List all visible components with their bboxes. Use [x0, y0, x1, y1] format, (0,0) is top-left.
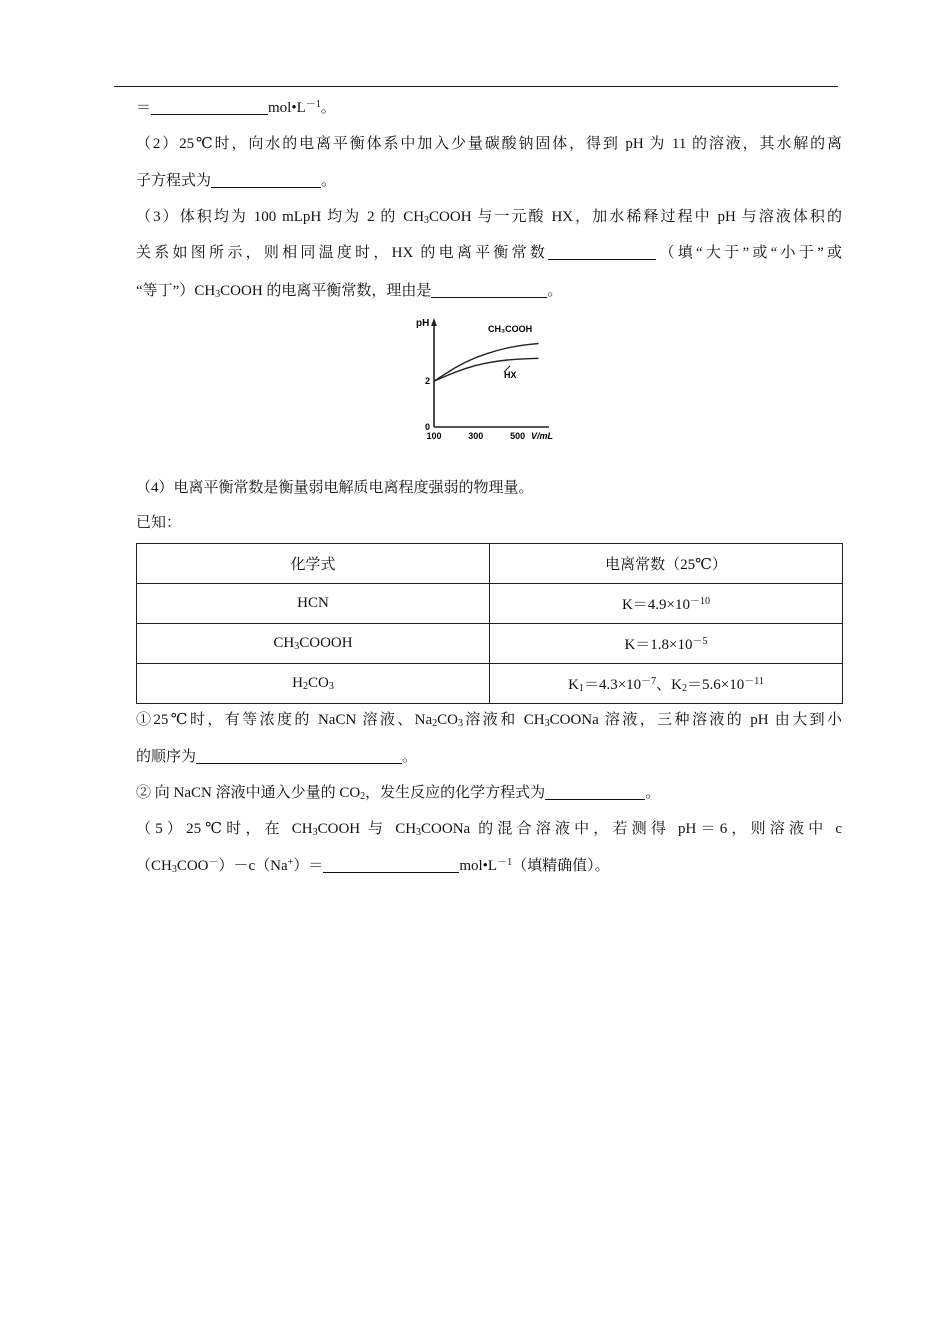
table-row: [137, 584, 843, 624]
x-tick-label: 100: [426, 431, 442, 441]
hx-legend-label: HX: [504, 370, 517, 380]
q3-line-3: “等丁$”)CH_3COOH$ 的电离平衡常数，理由是 。: [136, 283, 563, 300]
q1-answer-line: ＝ $mol•L^{-1}$。: [136, 99, 336, 116]
y-tick-label: 2: [425, 376, 431, 387]
answer-blank[interactable]: [545, 785, 645, 800]
q2-line-2: 子方程式为 。: [136, 173, 337, 189]
q2-line-1: （2）25℃时，向水的电离平衡体系中加入少量碳酸钠固体，得到 pH 为 11 的溶液，其水解的离: [136, 136, 842, 152]
constant-cell: $K=4.9\times 10^{-10}$: [490, 584, 843, 624]
hx-curve: [434, 358, 539, 381]
q4-intro: （4）电离平衡常数是衡量弱电解质电离程度强弱的物理量。: [136, 480, 534, 496]
known-label: 已知：: [136, 515, 182, 531]
table-row: [137, 664, 843, 704]
constant-cell: $K=1.8\times 10^{-5}$: [490, 624, 843, 664]
q4-part1-line-1: ①25℃时，有等浓度的 NaCN 溶液、$Na_2CO_3$溶液和 $CH_3COONa$ 溶液，三种溶液的 pH 由大到小: [136, 712, 842, 729]
answer-blank[interactable]: [431, 283, 547, 298]
formula-cell: $CH_3COOOH$: [137, 624, 490, 664]
answer-blank[interactable]: [211, 173, 321, 188]
constant-cell: $K_1=4.3\times 10^{-7}$、$K_2=5.6\times 10^{-11}$: [490, 664, 843, 704]
header-constant: 电离常数（25℃）: [490, 544, 843, 584]
ph-volume-chart: [404, 312, 564, 447]
formula-cell: $H_2CO_3$: [137, 664, 490, 704]
y-axis-arrow: [431, 318, 437, 326]
x-tick-label: 300: [468, 431, 484, 441]
answer-blank[interactable]: [196, 749, 402, 764]
q4-part2-line: ② 向 NaCN 溶液中通入少量的 $CO_2$，发生反应的化学方程式为 。: [136, 785, 661, 802]
y-tick-label: 0: [425, 422, 431, 432]
formula-cell: HCN: [137, 584, 490, 624]
ionization-constant-table: [136, 543, 843, 704]
x-tick-label: 500: [510, 431, 526, 441]
table-row: [137, 624, 843, 664]
q5-line-2: $(CH_3COO^-)-c(Na^+)=$ $mol•L^{-1}$（填精确值）。: [136, 857, 610, 875]
q3-line-1: （3）体积均为 100 mLpH 均为 2 的 $CH_3COOH$ 与一元酸 HX，加水稀释过程中 pH 与溶液体积的: [136, 209, 842, 226]
answer-blank[interactable]: [548, 245, 656, 260]
y-axis-label: pH: [416, 318, 430, 329]
q5-line-1: （5）25℃时，在 $CH_3COOH$ 与 $CH_3COONa$ 的混合溶液中，若测得 pH＝6，则溶液中 c: [136, 821, 842, 838]
header-formula: 化学式: [137, 544, 490, 584]
ch3cooh-legend-label: CH₃COOH: [488, 324, 533, 334]
x-axis-label: V/mL: [531, 431, 554, 441]
table-header-row: [137, 544, 843, 584]
q4-part1-line-2: 的顺序为 。: [136, 749, 418, 765]
q3-line-2: 关系如图所示，则相同温度时，HX 的电离平衡常数 （填“大于”或“小于”或: [136, 245, 842, 261]
ch3cooh-curve: [434, 344, 539, 382]
header-rule: [114, 86, 838, 87]
answer-blank[interactable]: [151, 100, 268, 115]
answer-blank[interactable]: [323, 858, 459, 873]
